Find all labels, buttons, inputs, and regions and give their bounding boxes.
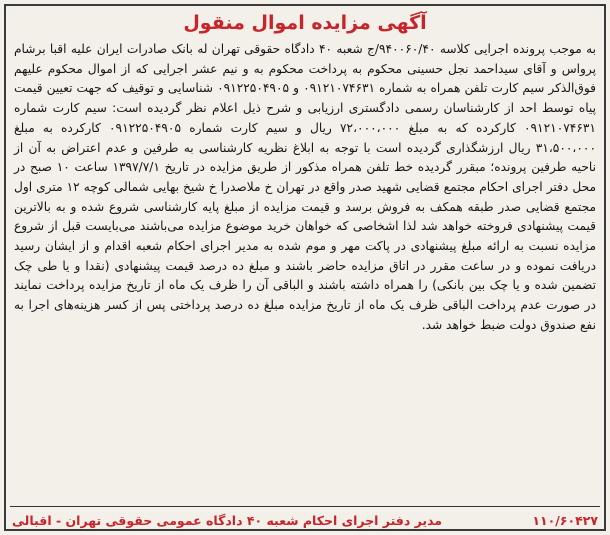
notice-title: آگهی مزایده اموال منقول: [183, 12, 427, 34]
footer-divider: [10, 506, 600, 507]
notice-body: [8, 40, 602, 490]
notice-footer: [12, 510, 598, 530]
notice-code: ۱۱۰/۶۰۴۲۷: [532, 512, 598, 528]
issuer-signature: مدیر دفتر اجرای احکام شعبه ۴۰ دادگاه عمومی حقوقی تهران - اقبالی: [12, 512, 443, 528]
notice-body-paragraph: به موجب پرونده اجرایی کلاسه ۹۴۰۰۶۰/۴۰/ج شعبه ۴۰ دادگاه حقوقی تهران له بانک صادرات ایران علیه اقبا برشام پرواس و آقای سیداحمد نجل حسینی محکوم به پرداخت محکوم به و نیم عشر اجرایی که از اموال محکوم علیهم فوق‌الذکر سیم کارت تلفن همراه به شماره ۰۹۱۲۱۰۷۴۶۳۱ و ۰۹۱۲۲۵۰۴۹۰۵ شناسایی و توقیف که جهت تعیین قیمت پیاه توسط احد از کارشناسان رسمی دادگستری ارزیابی و شرح ذیل اعلام نظر گردیده است: سیم کارت شماره ۰۹۱۲۱۰۷۴۶۳۱ کارکرده که به مبلغ ۷۲،۰۰۰،۰۰۰ ریال و سیم کارت شماره ۰۹۱۲۲۵۰۴۹۰۵ کارکرده به مبلغ ۳۱،۵۰۰،۰۰۰ ریال ارزشگذاری گردیده است با توجه به ابلاغ نظریه کارشناسی به طرفین و عدم اعتراض به آن از ناحیه طرفین پرونده؛ مبقرر گردیده خط تلفن همراه مذکور از طریق مزایده در تاریخ ۱۳۹۷/۷/۱ ساعت ۱۰ صبح در محل دفتر اجرای احکام مجتمع قضایی شهید صدر واقع در تهران خ ملاصدرا خ شیخ بهایی شمالی کوچه ۱۲ متری اول مجتمع قضایی صدر طبقه همکف به فروش برسد و قیمت مزایده از مبلغ پایه کارشناسی شروع شده و به بالاترین قیمت پیشنهادی فروخته خواهد شد لذا اشخاصی که خواهان خرید موضوع مزایده می‌باشند می‌بایست قبل از شروع مزایده نسبت به ارائه مبلغ پیشنهادی در پاکت مهر و موم شده به مدیر اجرای احکام شعبه اقدام و از ایشان رسید دریافت نموده و در ساعت مقرر در اتاق مزایده حاضر باشند و مبلغ ده درصد قیمت پیشنهادی (نقدا و یا طی چک تضمین شده و یا چک بین بانکی) را همراه داشته باشند و الباقی آن را ظرف یک ماه از تاریخ مزایده پرداخت نمایند در صورت عدم پرداخت الباقی ظرف یک ماه از تاریخ مزایده مبلغ ده درصد پرداختی پس از کسر هزینه‌های اجرا به نفع صندوق دولت ضبط خواهد شد.: [14, 42, 596, 332]
